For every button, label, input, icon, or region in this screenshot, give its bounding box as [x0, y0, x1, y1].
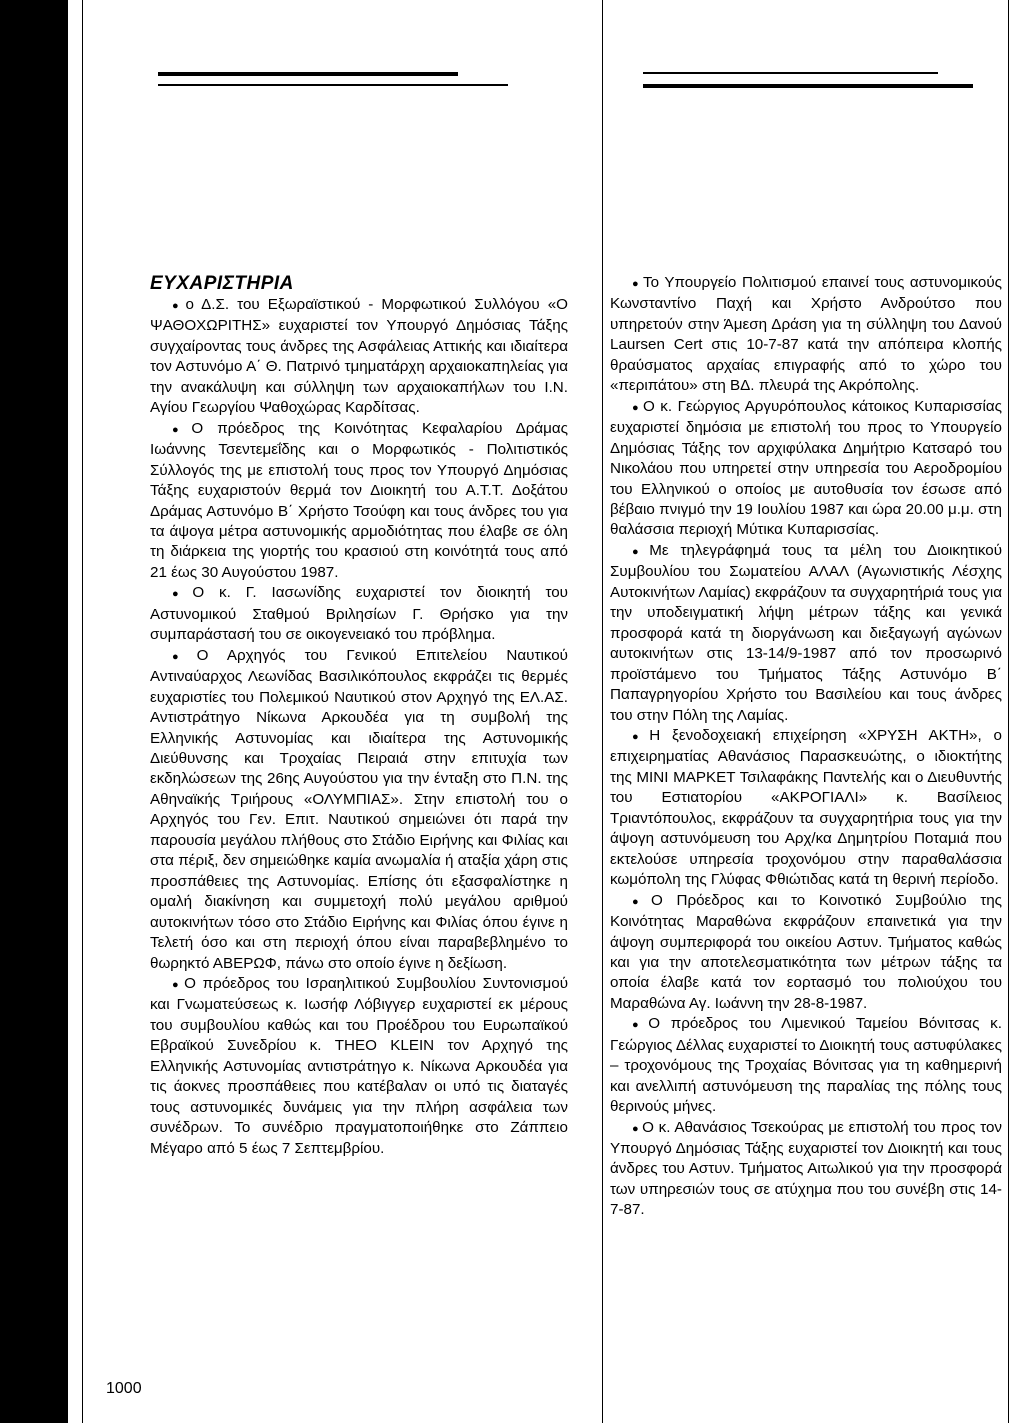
page-number: 1000	[106, 1380, 142, 1397]
paragraph-text: Ο πρόεδρος του Λιμενικού Ταμείου Βόνιτσας κ. Γεώργιος Δέλλας ευχαριστεί το Διοικητή τους αστυφύλακες – τροχονόμους της Τροχαίας Βόνιτσας για τη καθημερινή και ανελλιπή αστυνόμευση της παραλίας της πόλης τους θερινούς μήνες.	[610, 1015, 1002, 1116]
paragraph	[150, 583, 568, 645]
paragraph-text: Ο πρόεδρος της Κοινότητας Κεφαλαρίου Δράμας Ιωάννης Τσεντεμεΐδης και ο Μορφωτικός - Πολιτιστικός Σύλλογός της με επιστολή τους προς τον Υπουργό Δημόσιας Τάξης ευχαριστούν θερμά τον Διοικητή του Α.Τ.Τ. Δοξάτου Δράμας Αστυνόμο Β΄ Χρήστο Τσούφη και τους άνδρες του για τα άψογα μέτρα αστυνομικής αρμοδιότητας που έλαβε σε όλη τη διάρκεια της γιορτής του κρασιού στη κοινότητά τους από 21 έως 30 Αυγούστου 1987.	[150, 419, 568, 581]
bullet-icon: ●	[632, 401, 640, 414]
paragraph	[610, 273, 1002, 397]
bullet-icon: ●	[172, 300, 183, 312]
bullet-icon: ●	[632, 545, 647, 558]
right-column	[610, 273, 1002, 1221]
paragraph	[610, 1014, 1002, 1117]
bullet-icon: ●	[172, 978, 182, 991]
bullet-icon: ●	[172, 650, 194, 663]
header-rule-left-2	[158, 84, 508, 86]
paragraph-text: Ο πρόεδρος του Ισραηλιτικού Συμβουλίου Συντονισμού και Γνωματεύσεως κ. Ιωσήφ Λόβιγγερ ευχαριστεί εκ μέρους του συμβουλίου καθώς και του Προέδρου του Ευρωπαϊκού Εβραϊκού Συνεδρίου κ. THEO KLEIN τον Αρχηγό της Ελληνικής Αστυνομίας αντιστράτηγο κ. Νίκωνα Αρκουδέα για τις άοκνες προσπάθειες που κατέβαλαν οι υπό τις διαταγές τους αστυνομικές δυνάμεις για την πλήρη ασφάλεια των συνέδρων. Το συνέδριο πραγματοποιήθηκε στο Ζάππειο Μέγαρο από 5 έως 7 Σεπτεμβρίου.	[150, 974, 568, 1157]
left-column	[150, 273, 568, 1159]
bullet-icon: ●	[172, 423, 189, 436]
column-rule-left	[82, 0, 83, 1423]
bullet-icon: ●	[172, 588, 190, 601]
header-rule-left-1	[158, 72, 458, 76]
bullet-icon: ●	[632, 895, 649, 908]
header-rule-right-1	[643, 72, 938, 74]
document-page	[68, 0, 1024, 1423]
bullet-icon: ●	[632, 1019, 646, 1032]
paragraph-text: Ο κ. Αθανάσιος Τσεκούρας με επιστολή του προς τον Υπουργό Δημόσιας Τάξης ευχαριστεί τον Διοικητή και τους άνδρες του Αστυν. Τμήματος Αιτωλικού για την προσφορά των υπηρεσιών τους σε ατύχημα που του συνέβη στις 14-7-87.	[610, 1118, 1002, 1219]
header-rule-right-2	[643, 84, 973, 88]
paragraph	[150, 295, 568, 419]
paragraph-text: Το Υπουργείο Πολιτισμού επαινεί τους αστυνομικούς Κωνσταντίνο Παχή και Χρήστο Ανδρούτσο που υπηρετούν στην Άμεση Δράση για τη σύλληψη του Δανού Laursen Cert στις 10-7-87 κατά την απόπειρα κλοπής θραύσματος αρχαίας επιγραφής από το χώρο του «περιπάτου» στη ΒΔ. πλευρά της Ακρόπολης.	[610, 274, 1002, 395]
column-rule-right	[1008, 0, 1009, 1423]
paragraph	[610, 726, 1002, 891]
column-rule-center	[602, 0, 603, 1423]
paragraph-text: ο Δ.Σ. του Εξωραϊστικού - Μορφωτικού Συλλόγου «Ο ΨΑΘΟΧΩΡΙΤΗΣ» ευχαριστεί τον Υπουργό Δημόσιας Τάξης συγχαίροντας τους άνδρες της Ασφάλειας Αττικής και ιδιαίτερα τον Αστυνόμο Α΄ Θ. Πατρινό τμηματάρχη αρχαιοκαπηλείας για την ανακάλυψη και σύλληψη των αρχαιοκαπήλων του Ι.Ν. Αγίου Γεωργίου Ψαθοχώρας Καρδίτσας.	[150, 296, 568, 417]
paragraph-text: Ο Πρόεδρος και το Κοινοτικό Συμβούλιο της Κοινότητας Μαραθώνα εκφράζουν επαινετικά για την άψογη συμπεριφορά του οικείου Αστυν. Τμήματος καθώς και για την αποτελεσματικότητα των μέτρων τάξης τα οποία έλαβε κατά τον εορτασμό του πολιούχου του Μαραθώνα Αγ. Ιωάννη την 28-8-1987.	[610, 891, 1002, 1012]
paragraph-text: Ο κ. Γεώργιος Αργυρόπουλος κάτοικος Κυπαρισσίας ευχαριστεί δημόσια με επιστολή του προς το Υπουργείο Δημόσιας Τάξης τον αρχιφύλακα Δημήτριο Κατσαρό του Νικολάου που υπηρετεί στην υπηρεσία του Αεροδρομίου του Ελληνικού ο οποίος με αυτοθυσία τον έσωσε από βέβαιο πνιγμό την 19 Ιουλίου 1987 και ώρα 20.00 μ.μ. στη θαλάσσια περιοχή Μύτικα Κυπαρισσίας.	[610, 397, 1002, 539]
bullet-icon: ●	[632, 278, 641, 290]
paragraph	[150, 974, 568, 1159]
paragraph-text: Με τηλεγράφημά τους τα μέλη του Διοικητικού Συμβουλίου του Σωματείου ΑΛΑΛ (Αγωνιστικής Λέσχης Αυτοκινήτων Λαμίας) εκφράζουν τα συγχαρητήριά τους για την υποδειγματική λήψη μέτρων τάξης και γενικά προσφορά κατά τη διοργάνωση και διεξαγωγή αγώνων αυτοκινήτων στις 13-14/9-1987 από τον προσωρινό προϊστάμενο του Τμήματος Τάξης Αστυνόμο Β΄ Παπαγρηγορίου Χρήστο του Βασιλείου και τους άνδρες του στην Πόλη της Λαμίας.	[610, 541, 1002, 724]
paragraph	[610, 1118, 1002, 1221]
paragraph-text: Η ξενοδοχειακή επιχείρηση «ΧΡΥΣΗ ΑΚΤΗ», ο επιχειρηματίας Αθανάσιος Παρασκευώτης, ο ιδιοκτήτης της MINI ΜΑΡΚΕΤ Τσιλαφάκης Παντελής και ο Διευθυντής του Εστιατορίου «ΑΚΡΟΓΙΑΛΙ» κ. Βασίλειος Τριαντόπουλος, εκφράζουν τα συγχαρητήρια τους για την άψογη αστυνόμευση του Αρχ/κα Δημητρίου Ποταμιά που εκτελούσε υπηρεσία τροχονόμου στην παραθαλάσσια κωμόπολη της Γλύφας Φθιώτιδας κατά τη θερινή περίοδο.	[610, 726, 1002, 889]
paragraph	[150, 646, 568, 974]
paragraph-text: Ο Αρχηγός του Γενικού Επιτελείου Ναυτικού Αντιναύαρχος Λεωνίδας Βασιλικόπουλος εκφράζει τις θερμές ευχαριστίες του Πολεμικού Ναυτικού στον Αρχηγό της ΕΛ.ΑΣ. Αντιστράτηγο Νίκωνα Αρκουδέα για τη συμβολή της Ελληνικής Αστυνομίας και ιδιαίτερα της Αστυνομικής Διεύθυνσης και Τροχαίας Πειραιά στην επιτυχία των εκδηλώσεων της 26ης Αυγούστου για την ένταξη στο Π.Ν. της Αθηναϊκής Τριήρους «ΟΛΥΜΠΙΑΣ». Στην επιστολή του ο Αρχηγός του Γεν. Επιτ. Ναυτικού σημειώνει ότι παρά την παρουσία μεγάλου πλήθους στο Στάδιο Ειρήνης και Φιλίας και στα πέριξ, δεν σημειώθηκε καμία ανωμαλία ή αταξία χάρη στις προσπάθειες της Αστυνομίας. Επίσης ότι εξασφαλίστηκε η ομαλή διακίνηση και συμμετοχή πολύ μεγάλου αριθμού αυτοκινήτων τόσο στο Στάδιο Ειρήνης και Φιλίας όπου έγινε η Τελετή όσο και στη περιοχή όπου είναι παραβεβλημένο το θωρηκτό ΑΒΕΡΩΦ, πάνω στο οποίο έγινε η δεξίωση.	[150, 646, 568, 972]
paragraph	[610, 891, 1002, 1015]
section-title: ΕΥΧΑΡΙΣΤΗΡΙΑ	[150, 273, 294, 294]
paragraph	[150, 419, 568, 584]
paragraph	[610, 397, 1002, 541]
bullet-icon: ●	[632, 1122, 640, 1135]
paragraph	[610, 541, 1002, 726]
paragraph-text: Ο κ. Γ. Ιασωνίδης ευχαριστεί τον διοικητή του Αστυνομικού Σταθμού Βριλησίων Γ. Θρήσκο για την συμπαράστασή του σε οικογενειακό του πρόβλημα.	[150, 584, 568, 644]
bullet-icon: ●	[632, 730, 647, 743]
